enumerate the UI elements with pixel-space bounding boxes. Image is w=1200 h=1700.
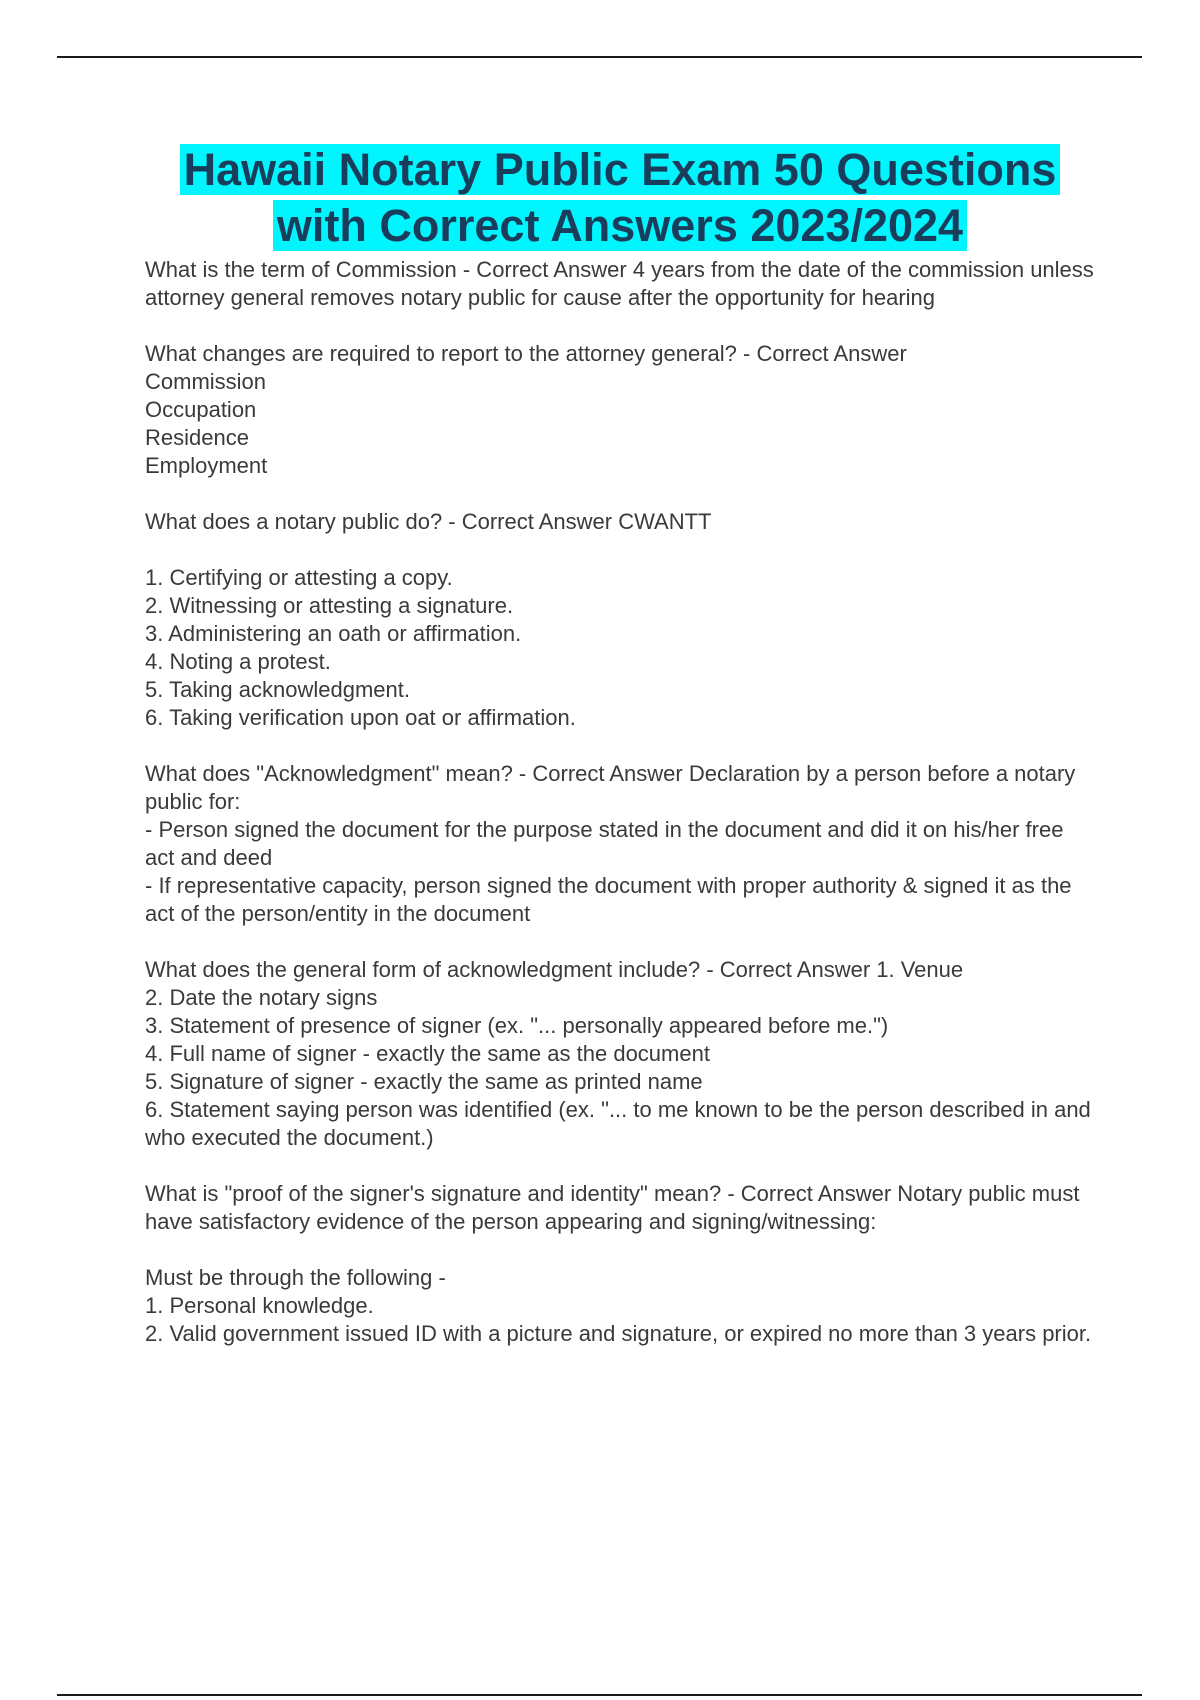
qa-line: What does the general form of acknowledgment include? - Correct Answer 1. Venue bbox=[145, 957, 964, 982]
blank-line bbox=[145, 536, 1095, 564]
qa-line: 1. Certifying or attesting a copy. bbox=[145, 565, 453, 590]
qa-line: 6. Taking verification upon oat or affirmation. bbox=[145, 705, 576, 730]
top-rule bbox=[57, 56, 1142, 58]
qa-line: 2. Valid government issued ID with a picture and signature, or expired no more than 3 years prior. bbox=[145, 1321, 1092, 1346]
qa-line: 5. Taking acknowledgment. bbox=[145, 677, 410, 702]
qa-item bbox=[145, 256, 1095, 312]
qa-line: What is "proof of the signer's signature and identity" mean? - Correct Answer Notary public must have satisfactory evidence of the person appearing and signing/witnessing: bbox=[145, 1181, 1080, 1234]
qa-line: What does "Acknowledgment" mean? - Correct Answer Declaration by a person before a notary public for: bbox=[145, 761, 1076, 814]
qa-line: 4. Noting a protest. bbox=[145, 649, 331, 674]
blank-line bbox=[145, 1236, 1095, 1264]
qa-line: - If representative capacity, person signed the document with proper authority & signed it as the act of the person/entity in the document bbox=[145, 873, 1072, 926]
qa-line: 2. Date the notary signs bbox=[145, 985, 378, 1010]
qa-line: What changes are required to report to the attorney general? - Correct Answer bbox=[145, 341, 907, 366]
question-list bbox=[145, 256, 1095, 1376]
qa-item bbox=[145, 760, 1095, 928]
qa-line: 3. Statement of presence of signer (ex. "... personally appeared before me.") bbox=[145, 1013, 889, 1038]
qa-line: Must be through the following - bbox=[145, 1265, 446, 1290]
qa-line: Employment bbox=[145, 453, 268, 478]
title-line-2: with Correct Answers 2023/2024 bbox=[273, 200, 967, 251]
qa-item bbox=[145, 508, 1095, 732]
qa-line: What is the term of Commission - Correct Answer 4 years from the date of the commission unless attorney general removes notary public for cause after the opportunity for hearing bbox=[145, 257, 1094, 310]
qa-line: Residence bbox=[145, 425, 249, 450]
qa-line: 3. Administering an oath or affirmation. bbox=[145, 621, 522, 646]
qa-line: Commission bbox=[145, 369, 267, 394]
title-line-1: Hawaii Notary Public Exam 50 Questions bbox=[180, 144, 1061, 195]
qa-line: What does a notary public do? - Correct Answer CWANTT bbox=[145, 509, 712, 534]
qa-line: 2. Witnessing or attesting a signature. bbox=[145, 593, 514, 618]
qa-line: Occupation bbox=[145, 397, 257, 422]
qa-item bbox=[145, 340, 1095, 480]
page-title bbox=[140, 142, 1100, 254]
qa-line: 4. Full name of signer - exactly the same as the document bbox=[145, 1041, 710, 1066]
qa-line: 5. Signature of signer - exactly the same as printed name bbox=[145, 1069, 703, 1094]
qa-line: 1. Personal knowledge. bbox=[145, 1293, 374, 1318]
qa-line: - Person signed the document for the purpose stated in the document and did it on his/her free act and deed bbox=[145, 817, 1064, 870]
qa-item bbox=[145, 1180, 1095, 1348]
bottom-rule bbox=[57, 1694, 1142, 1696]
qa-item bbox=[145, 956, 1095, 1152]
qa-line: 6. Statement saying person was identified (ex. "... to me known to be the person described in and who executed the document.) bbox=[145, 1097, 1091, 1150]
